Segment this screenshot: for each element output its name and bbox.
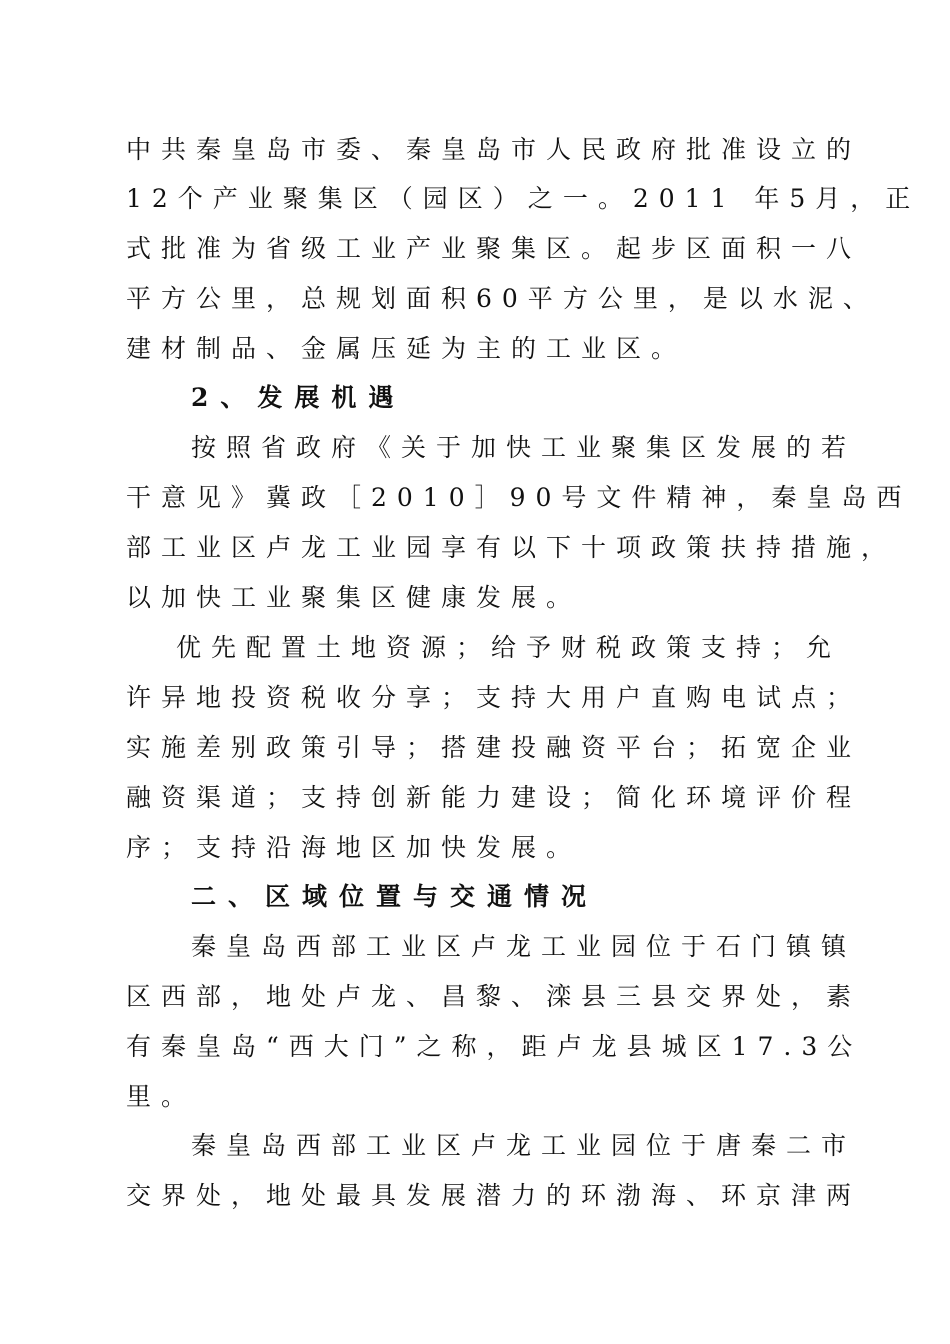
paragraph-line: 干意见》冀政［2010］90号文件精神，秦皇岛西 bbox=[126, 483, 912, 512]
paragraph-line: 式批准为省级工业产业聚集区。起步区面积一八 bbox=[126, 234, 862, 263]
paragraph-line: 交界处，地处最具发展潜力的环渤海、环京津两 bbox=[126, 1181, 862, 1210]
paragraph-line: 许异地投资税收分享；支持大用户直购电试点； bbox=[126, 683, 862, 712]
paragraph-line: 里。 bbox=[126, 1082, 197, 1111]
paragraph-line: 秦皇岛西部工业区卢龙工业园位于石门镇镇 bbox=[191, 932, 857, 961]
paragraph-line: 序；支持沿海地区加快发展。 bbox=[126, 833, 582, 862]
paragraph-line: 以加快工业聚集区健康发展。 bbox=[126, 583, 582, 612]
paragraph-line: 优先配置土地资源；给予财税政策支持；允 bbox=[176, 633, 842, 662]
paragraph-line: 平方公里，总规划面积60平方公里，是以水泥、 bbox=[126, 284, 878, 313]
paragraph-line: 区西部，地处卢龙、昌黎、滦县三县交界处，素 bbox=[126, 982, 862, 1011]
paragraph-line: 实施差别政策引导；搭建投融资平台；拓宽企业 bbox=[126, 733, 862, 762]
section-heading-opportunity: 2、发展机遇 bbox=[191, 383, 406, 412]
paragraph-line: 按照省政府《关于加快工业聚集区发展的若 bbox=[191, 433, 857, 462]
paragraph-line: 融资渠道；支持创新能力建设；简化环境评价程 bbox=[126, 783, 862, 812]
paragraph-line: 中共秦皇岛市委、秦皇岛市人民政府批准设立的 bbox=[126, 135, 862, 164]
paragraph-line: 建材制品、金属压延为主的工业区。 bbox=[126, 334, 687, 363]
paragraph-line: 12个产业聚集区（园区）之一。2011 年5月，正 bbox=[126, 184, 921, 213]
paragraph-line: 秦皇岛西部工业区卢龙工业园位于唐秦二市 bbox=[191, 1131, 857, 1160]
section-heading-location: 二、区域位置与交通情况 bbox=[191, 882, 599, 911]
paragraph-line: 部工业区卢龙工业园享有以下十项政策扶持措施， bbox=[126, 533, 897, 562]
paragraph-line: 有秦皇岛“西大门”之称，距卢龙县城区17.3公 bbox=[126, 1032, 863, 1061]
